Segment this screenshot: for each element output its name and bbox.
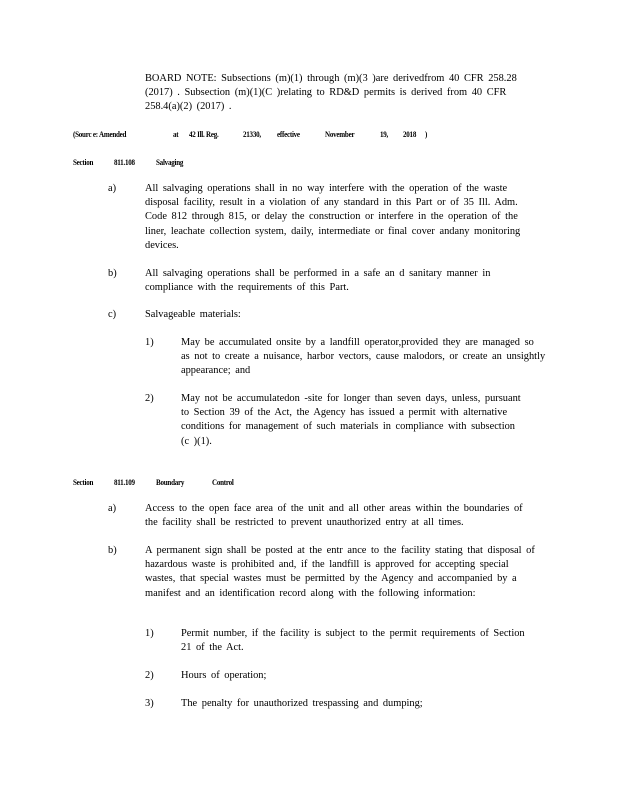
source-close: ) [425, 129, 428, 139]
section-number: 811.108 [114, 157, 135, 167]
subitem-label: 2) [145, 670, 154, 681]
source-at: at [173, 129, 179, 139]
source-reg: 42 Ill. Reg. [189, 129, 219, 139]
item-label: b) [108, 545, 117, 556]
item-text: Access to the open face area of the unit and all other areas within the boundaries of the facility shall be restricted to prevent unauthorized entry at all times. [145, 503, 523, 529]
item-label: a) [108, 183, 117, 194]
subitem-text: Hours of operation; [181, 670, 267, 681]
source-effective: effective [277, 129, 300, 139]
section-word: Section [73, 157, 94, 167]
source-day: 19, [380, 129, 389, 139]
item-label: c) [108, 309, 117, 320]
source-year: 2018 [403, 129, 417, 139]
source-label: (Sourc e: Amended [73, 129, 127, 139]
section-title-boundary: Boundary [156, 477, 185, 487]
subitem-label: 1) [145, 337, 154, 348]
item-text: Salvageable materials: [145, 309, 241, 320]
subitem-text: May be accumulated onsite by a landfill operator,provided they are managed so as not to create a nuisance, harbor vectors, cause malodors, or create an unsightly appearance; and [181, 337, 546, 377]
item-label: a) [108, 503, 117, 514]
source-month: November [325, 129, 355, 139]
section-title-control: Control [212, 477, 234, 487]
item-label: b) [108, 268, 117, 279]
subitem-text: May not be accumulatedon -site for longer than seven days, unless, pursuant to Section 39 of the Act, the Agency has issued a permit with alternative conditions for management of such materials in compliance with subsection (c )(1). [181, 393, 521, 447]
subitem-label: 3) [145, 698, 154, 709]
subitem-label: 2) [145, 393, 154, 404]
source-page: 21330, [243, 129, 261, 139]
item-text: All salvaging operations shall in no way interfere with the operation of the waste disposal facility, result in a violation of any standard in this Part or of 35 Ill. Adm. Code 812 through 815, or delay the construction or interfere in the operation of the liner, leachate collection system, daily, intermediate or final cover andany monitoring devices. [145, 183, 521, 251]
board-note: BOARD NOTE: Subsections (m)(1) through (m)(3 )are derivedfrom 40 CFR 258.28 (2017) . Subsection (m)(1)(C )relating to RD&D permits is derived from 40 CFR 258.4(a)(2) (2017) . [145, 73, 517, 113]
section-title: Salvaging [156, 157, 184, 167]
subitem-text: The penalty for unauthorized trespassing and dumping; [181, 698, 423, 709]
section-number: 811.109 [114, 477, 135, 487]
item-text: A permanent sign shall be posted at the entr ance to the facility stating that disposal of hazardous waste is prohibited and, if the landfill is approved for accepting special wastes, that special wastes must be permitted by the Agency and accompanied by a manifest and an identification record along with the following information: [145, 545, 535, 599]
subitem-text: Permit number, if the facility is subject to the permit requirements of Section 21 of the Act. [181, 628, 525, 654]
item-text: All salvaging operations shall be performed in a safe an d sanitary manner in compliance with the requirements of this Part. [145, 268, 491, 294]
subitem-label: 1) [145, 628, 154, 639]
section-word: Section [73, 477, 94, 487]
